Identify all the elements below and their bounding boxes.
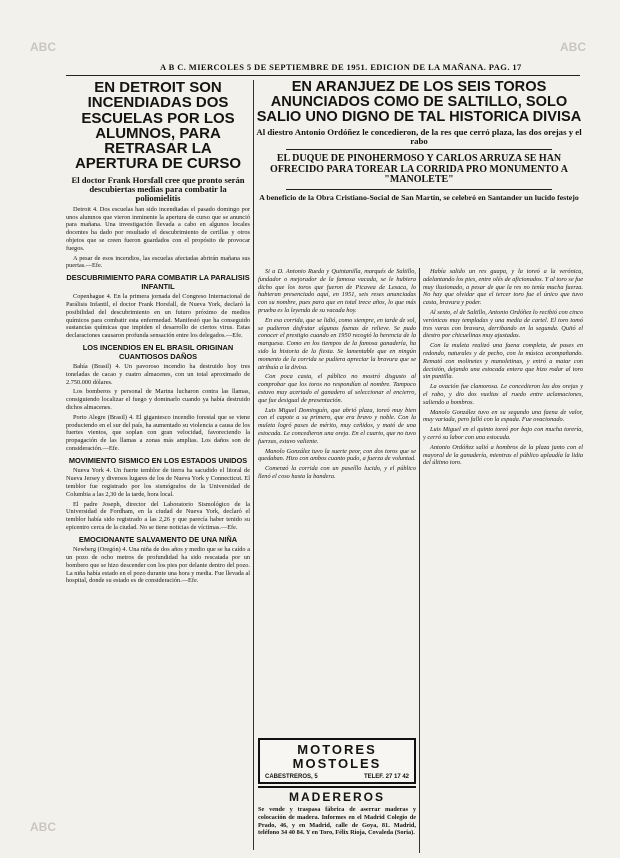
- article-paragraph: Porto Alegre (Brasil) 4. El gigantesco incendio forestal que se viene produciendo en el sur del país, ha aumentado su violencia a causa de los fuertes vientos, que soplan con gran velocidad, favoreciendo la propagación de las llamas a zonas más amplias. Los daños son de consideración.—Efe.: [66, 413, 250, 453]
- section-title: MOVIMIENTO SISMICO EN LOS ESTADOS UNIDOS: [68, 455, 248, 465]
- left-headline: EN DETROIT SON INCENDIADAS DOS ESCUELAS POR LOS ALUMNOS, PARA RETRASAR LA APERTURA DE CURSO: [74, 80, 242, 173]
- bullfight-column-1: [258, 268, 416, 734]
- right-headline: EN ARANJUEZ DE LOS SEIS TOROS ANUNCIADOS COMO DE SALTILLO, SOLO SALIO UNO DIGNO DE TAL HISTORICA DIVISA: [256, 80, 582, 125]
- motores-ad-footer: [260, 772, 414, 780]
- article-paragraph: Al sexto, el de Saltillo, Antonio Ordóñez lo recibió con cinco verónicas muy templadas y una media de cartel. El toro tomó tres varas con bravura, derribando en la segunda. Quitó el diestro por chicuelinas muy ajustadas.: [423, 308, 583, 340]
- right-subhead: Al diestro Antonio Ordóñez le concedieron, de la res que cerró plaza, las dos orejas y el rabo: [256, 126, 582, 146]
- motores-ad-title: MOTORES MOSTOLES: [292, 742, 382, 772]
- watermark: ABC: [30, 820, 56, 834]
- article-paragraph: Copenhague 4. En la primera jornada del Congreso Internacional de Parálisis Infantil, el doctor Frank Horsfall, de Nueva York, declaró la posibilidad del descubrimiento en un futuro próximo de medios químicos para combatir esta enfermedad. Manifestó que ha conseguido sustancias químicas que impiden el desarrollo de ciertos virus. Estas declaraciones causaron profunda sensación entre los delegados.—Efe.: [66, 293, 250, 340]
- article-paragraph: Luis Miguel Dominguín, que abrió plaza, toreó muy bien con el capote a su primero, que era bravo y noble. Con la muleta logró pases de mérito, muy ceñidos, y mató de una estocada. Le concedieron una oreja. En el cuarto, que no tuvo fuerzas, estuvo valiente.: [258, 406, 416, 445]
- motores-ad-phone: TELEF. 27 17 42: [363, 773, 409, 780]
- right-subhead-2: A beneficio de la Obra Cristiano-Social de San Martín, se celebró en Santander un lucido festejo: [259, 192, 579, 202]
- article-paragraph: Comenzó la corrida con un paseíllo lucido, y el público llenó el coso hasta la bandera.: [258, 465, 416, 480]
- right-top: [256, 80, 582, 268]
- article-paragraph: Newberg (Oregón) 4. Una niña de dos años y medio que se ha caído a un pozo de ocho metros de profundidad ha sido rescatada por un bombero que se hizo descender con los pies por delante dentro del pozo. La niña había estado en el pozo durante una hora y media. Fue llevada al hospital, donde su estado es de consideración.—Efe.: [66, 546, 250, 585]
- header-rule: [66, 75, 580, 76]
- column-divider: [419, 268, 420, 853]
- article-paragraph: Con poca casta, el público no mostró disgusto al comprobar que los toros no respondían al nombre. Tampoco estuvo muy acertado el ganadero al seleccionar el encierro, que fue desigual de presentación.: [258, 373, 416, 404]
- article-paragraph: En esa corrida, que se lidió, como siempre, en tarde de sol, se pudieron disfrutar algunas faenas de relieve. Se pudo conocer el prestigio cuando en 1950 recogió la herencia de la marquesa. Como en los tiempos de la famosa ganadería, ha sido la historia de la fiesta. Se lamentable que en ningún momento de la corrida se pudiera apreciar la bravura que se atribuía a la divisa.: [258, 316, 416, 371]
- article-paragraph: Manolo González tuvo la suerte peor, con dos toros que se quedaban. Hizo con ambos cuanto pudo, a fuerza de voluntad.: [258, 447, 416, 463]
- article-paragraph: Había salido un res guapa, y la toreó a la verónica, adelantando los pies, entre olés de aficionados. Y al toro se fue muy ilusionado, a pesar de que la res no tenía mucha fuerza. No hay que olvidar que el tercer toro fue el único que tuvo casta, bravura y poder.: [423, 268, 583, 307]
- article-paragraph: Los bomberos y personal de Marina lucharon contra las llamas, consiguiendo localizar el fuego y dominarlo cuando ya había destruido dichos almacenes.: [66, 388, 250, 412]
- article-paragraph: El padre Joseph, director del Laboratorio Sismológico de la Universidad de Fordham, en la ciudad de Nueva York, declaró el temblor había sido registrado a las 2,26 y que parecía haber tenido su epicentro cerca de la ciudad. No se tiene noticias de víctimas.—Efe.: [66, 500, 250, 531]
- column-divider: [253, 80, 254, 850]
- madereros-ad-title: MADEREROS: [288, 790, 385, 804]
- right-headline-2: EL DUQUE DE PINOHERMOSO Y CARLOS ARRUZA SE HAN OFRECIDO PARA TOREAR LA CORRIDA PRO MONUMENTO A "MANOLETE": [270, 153, 568, 186]
- article-paragraph: Detroit 4. Dos escuelas han sido incendiadas el pasado domingo por unos alumnos que vieron inminente la apertura de curso que se anunció para mañana. Una investigación llevada a cabo en algunos locales docentes ha dado por resultado el descubrimiento de cerillas y otros objetos que se creen fueron guardados con el propósito de provocar fuegos.: [66, 205, 250, 252]
- article-paragraph: A pesar de esos incendios, las escuelas afectadas abrirán mañana sus puertas.—Efe.: [66, 254, 250, 270]
- watermark: ABC: [560, 40, 586, 54]
- article-paragraph: Manolo González tuvo en su segundo una faena de valor, muy variada, pero falló con la espada. Fue ovacionado.: [423, 408, 583, 424]
- section-title: DESCUBRIMIENTO PARA COMBATIR LA PARALISIS INFANTIL: [66, 273, 250, 291]
- divider: [286, 189, 552, 190]
- article-paragraph: Bahía (Brasil) 4. Un pavoroso incendio ha destruido hoy tres toneladas de cacao y cuatro almacenes, con un total aproximado de 2.750.000 dólares.: [66, 363, 250, 386]
- watermark: ABC: [30, 40, 56, 54]
- article-paragraph: La ovación fue clamorosa. Le concedieron las dos orejas y el rabo, y dio dos vueltas al ruedo entre aclamaciones, saliendo a hombros.: [423, 383, 583, 406]
- left-subhead: El doctor Frank Horsfall cree que pronto serán descubiertas medias para combatir la poliomielitis: [71, 174, 245, 203]
- article-paragraph: Luis Miguel en el quinto toreó por bajo con mucha torería, y cerró su labor con una estocada.: [423, 426, 583, 441]
- article-paragraph: Si a D. Antonio Rueda y Quintanilla, marqués de Saltillo, fundador o mejorador de la famosa vacada, se le hubiera dicho que los toros que fueron de Picavea de Lesaca, lo hubieran presenciado aquí, en 1951, seis reses anunciadas con su nombre, pues para que en total trece años, lo que más prueba es la leyenda de su vacada hoy.: [258, 268, 416, 314]
- article-paragraph: Antonio Ordóñez salió a hombros de la plaza junto con el mayoral de la ganadería, mientras el público aplaudía la lidia del último toro.: [423, 443, 583, 467]
- divider: [286, 149, 552, 150]
- article-paragraph: Con la muleta realizó una faena completa, de pases en redondo, naturales y de pecho, con la música acompañando. Remató con molinetes y manoletinas, y entró a matar con decisión, dejando una estocada entera que hizo rodar al toro sin puntilla.: [423, 342, 583, 381]
- madereros-ad: [258, 786, 416, 854]
- section-title: EMOCIONANTE SALVAMENTO DE UNA NIÑA: [78, 534, 238, 544]
- left-column: [66, 80, 250, 850]
- bullfight-column-2: [423, 268, 583, 853]
- motores-ad: [258, 738, 416, 784]
- section-title: LOS INCENDIOS EN EL BRASIL ORIGINAN CUANTIOSOS DAÑOS: [82, 343, 234, 361]
- article-paragraph: Nueva York 4. Un fuerte temblor de tierra ha sacudido el litoral de Nueva Jersey y diversos lugares de los de Nueva York y Connecticut. El temblor fue registrado por los sismógrafos de la Universidad de Columbia a las 2,30 de la tarde, hora local.: [66, 467, 250, 498]
- page-header: A B C. MIERCOLES 5 DE SEPTIEMBRE DE 1951. EDICION DE LA MAÑANA. PAG. 17: [160, 62, 522, 72]
- motores-ad-address: CABESTREROS, 5: [265, 773, 318, 780]
- madereros-ad-text: Se vende y traspasa fábrica de aserrar maderas y colocación de madera. Informes en el Madrid Colegio de Prado, 46, y en Madrid, calle de Goya, 81. Madrid, teléfono 34 40 84. Y en Toro, Félix Rioja, Covaleda (Soria).: [258, 806, 416, 837]
